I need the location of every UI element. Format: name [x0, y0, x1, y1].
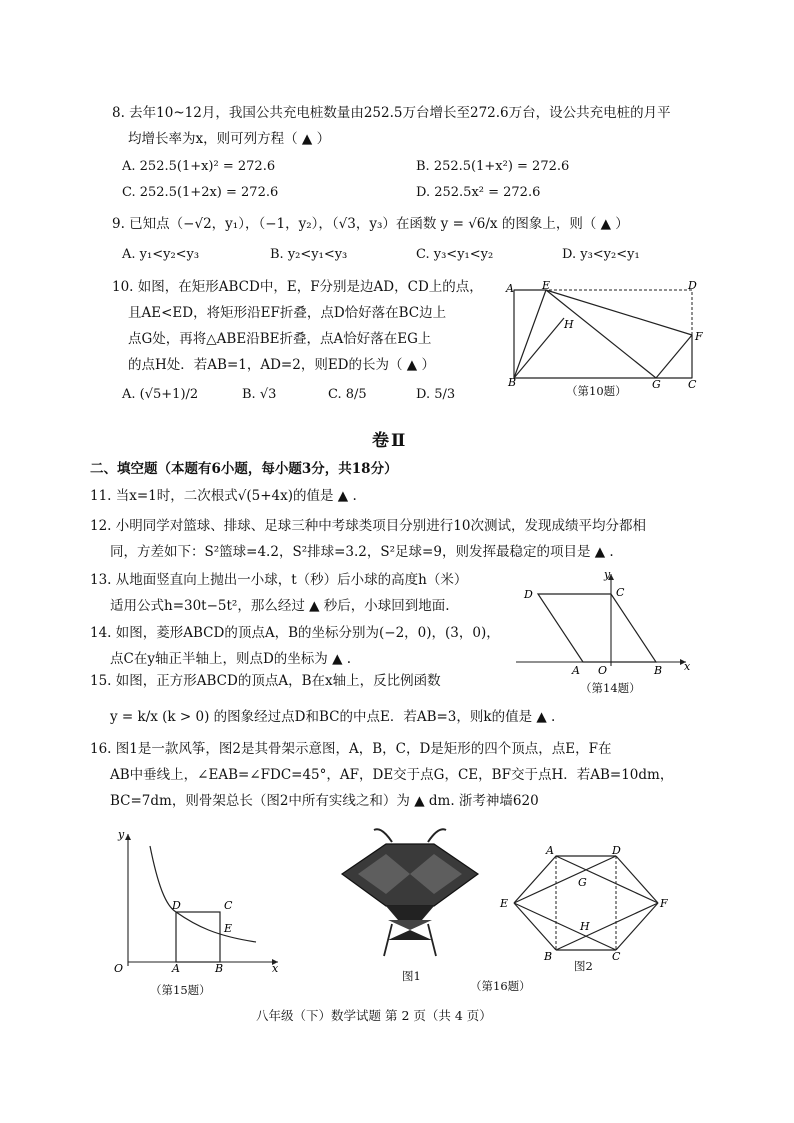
- q15-label-o: O: [114, 962, 124, 975]
- page-footer: 八年级（下）数学试题 第 2 页（共 4 页）: [256, 1008, 492, 1023]
- q15-label-x: x: [272, 962, 279, 975]
- kite-antenna-right: [428, 829, 446, 842]
- q9-option-d: D. y₃<y₂<y₁: [562, 247, 640, 262]
- q16-label-g: G: [578, 876, 587, 889]
- q8-option-b: B. 252.5(1+x²) = 272.6: [416, 159, 570, 174]
- q9-option-a: A. y₁<y₂<y₃: [122, 247, 200, 262]
- q14-label-o: O: [598, 664, 608, 676]
- q16-line3: BC=7dm，则骨架总长（图2中所有实线之和）为 ▲ dm. 浙考神墙620: [110, 793, 539, 809]
- kite-antenna-left: [374, 829, 392, 842]
- q14-caption: （第14题）: [580, 681, 641, 695]
- q15-y-arrow: [125, 834, 131, 840]
- kite-tail-bottom: [388, 930, 432, 940]
- q9-option-c: C. y₃<y₁<y₂: [416, 247, 494, 262]
- q10-option-b: B. √3: [242, 387, 277, 402]
- q14-label-y: y: [604, 568, 611, 581]
- q10-label-f: F: [695, 330, 703, 343]
- q15-figure: [106, 826, 286, 976]
- q12-line1: 12. 小明同学对篮球、排球、足球三种中考球类项目分别进行10次测试，发现成绩平均分都相: [90, 518, 646, 534]
- q15-hyperbola: [150, 846, 256, 942]
- q10-option-a: A. (√5+1)/2: [122, 387, 199, 402]
- q16-line1: 16. 图1是一款风筝，图2是其骨架示意图，A，B，C，D是矩形的四个顶点，点E，F在: [90, 741, 612, 757]
- q14-label-x: x: [684, 660, 691, 673]
- q8-option-c: C. 252.5(1+2x) = 272.6: [122, 185, 279, 200]
- q15-label-c: C: [224, 899, 233, 912]
- q14-line1: 14. 如图，菱形ABCD的顶点A，B的坐标分别为(−2，0)，(3，0)，: [90, 625, 500, 641]
- q10-line2: 且AE<ED，将矩形沿EF折叠，点D恰好落在BC边上: [128, 305, 447, 321]
- q10-label-a: A: [506, 282, 514, 295]
- q10-line-eg: [546, 290, 656, 378]
- q16-line-fb: [556, 903, 658, 950]
- q10-line1: 10. 如图，在矩形ABCD中，E，F分别是边AD，CD上的点，: [112, 279, 483, 295]
- q16-line-ea: [514, 856, 556, 903]
- q13-line1: 13. 从地面竖直向上抛出一小球，t（秒）后小球的高度h（米）: [90, 572, 468, 588]
- kite-illustration: [338, 824, 482, 964]
- q15-label-b: B: [215, 962, 224, 975]
- q10-option-c: C. 8/5: [328, 387, 367, 402]
- q14-rhombus: [538, 594, 656, 662]
- q14-label-d: D: [524, 588, 533, 601]
- q16-skeleton-figure: [498, 842, 678, 962]
- q16-label-f: F: [660, 897, 668, 910]
- q8-line1: 8. 去年10~12月，我国公共充电桩数量由252.5万台增长至272.6万台，设公共充电桩的月平: [112, 105, 671, 121]
- q15-square: [176, 912, 220, 962]
- q14-label-b: B: [654, 664, 663, 676]
- q16-line-ed: [514, 856, 616, 903]
- q15-line1: 15. 如图，正方形ABCD的顶点A，B在x轴上，反比例函数: [90, 673, 441, 689]
- q10-line-eb: [514, 290, 546, 378]
- q8-line2: 均增长率为x，则可列方程（ ▲ ）: [128, 131, 331, 147]
- q9-line1: 9. 已知点（−√2，y₁），（−1，y₂），（√3，y₃）在函数 y = √6/x 的图象上，则（ ▲ ）: [112, 216, 629, 232]
- q9-option-b: B. y₂<y₁<y₃: [270, 247, 348, 262]
- q15-label-d: D: [172, 899, 181, 912]
- q14-line2: 点C在y轴正半轴上，则点D的坐标为 ▲ .: [110, 651, 352, 667]
- q16-line-eb: [514, 903, 556, 950]
- q16-label-b: B: [544, 950, 553, 962]
- q15-label-a: A: [172, 962, 180, 975]
- q16-label-e: E: [500, 897, 509, 910]
- q10-label-h: H: [564, 318, 574, 331]
- q13-line2: 适用公式h=30t−5t²，那么经过 ▲ 秒后，小球回到地面.: [110, 598, 450, 614]
- q16-caption: （第16题）: [470, 979, 531, 993]
- q12-line2: 同，方差如下：S²篮球=4.2，S²排球=3.2，S²足球=9，则发挥最稳定的项目是 ▲ .: [110, 544, 614, 560]
- q15-line2: y = k/x (k > 0) 的图象经过点D和BC的中点E．若AB=3，则k的值是 ▲ .: [110, 709, 556, 725]
- q15-label-y: y: [118, 828, 125, 841]
- q10-label-b: B: [508, 376, 517, 389]
- q10-label-d: D: [688, 280, 697, 292]
- q16-line-fc: [616, 903, 658, 950]
- q10-line-fg: [656, 335, 692, 378]
- q10-line3: 点G处，再将△ABE沿BE折叠，点A恰好落在EG上: [128, 331, 432, 347]
- q14-label-a: A: [572, 664, 580, 676]
- q10-line4: 的点H处．若AB=1，AD=2，则ED的长为（ ▲ ）: [128, 357, 435, 373]
- q14-label-c: C: [616, 586, 625, 599]
- q16-label-h: H: [580, 920, 590, 933]
- kite-tail-top: [388, 920, 432, 930]
- q10-caption: （第10题）: [566, 384, 627, 398]
- q16-label-c: C: [612, 950, 621, 962]
- kite-lower-body: [386, 906, 434, 920]
- section-title: 卷Ⅱ: [372, 431, 408, 451]
- q15-caption: （第15题）: [150, 983, 211, 997]
- q10-figure: [498, 280, 708, 400]
- q10-option-d: D. 5/3: [416, 387, 456, 402]
- q16-line2: AB中垂线上，∠EAB=∠FDC=45°，AF，DE交于点G，CE，BF交于点H．若AB=10dm，: [110, 767, 674, 783]
- q11-text: 11. 当x=1时，二次根式√(5+4x)的值是 ▲ .: [90, 488, 357, 504]
- q14-figure: [516, 566, 696, 676]
- q15-label-e: E: [224, 922, 233, 935]
- kite-fig1-label: 图1: [402, 969, 421, 983]
- q8-option-a: A. 252.5(1+x)² = 272.6: [122, 159, 276, 174]
- q16-line-ec: [514, 903, 616, 950]
- q16-label-a: A: [546, 844, 554, 857]
- q8-option-d: D. 252.5x² = 272.6: [416, 185, 541, 200]
- q10-line-bh: [514, 318, 564, 378]
- q16-line-fa: [556, 856, 658, 903]
- q16-line-fd: [616, 856, 658, 903]
- q10-label-e: E: [542, 280, 551, 292]
- q10-label-c: C: [688, 378, 697, 391]
- q16-label-d: D: [612, 844, 621, 857]
- q10-label-g: G: [652, 378, 661, 391]
- section-heading: 二、填空题（本题有6小题，每小题3分，共18分）: [90, 461, 398, 477]
- q16-fig2-label: 图2: [574, 959, 593, 973]
